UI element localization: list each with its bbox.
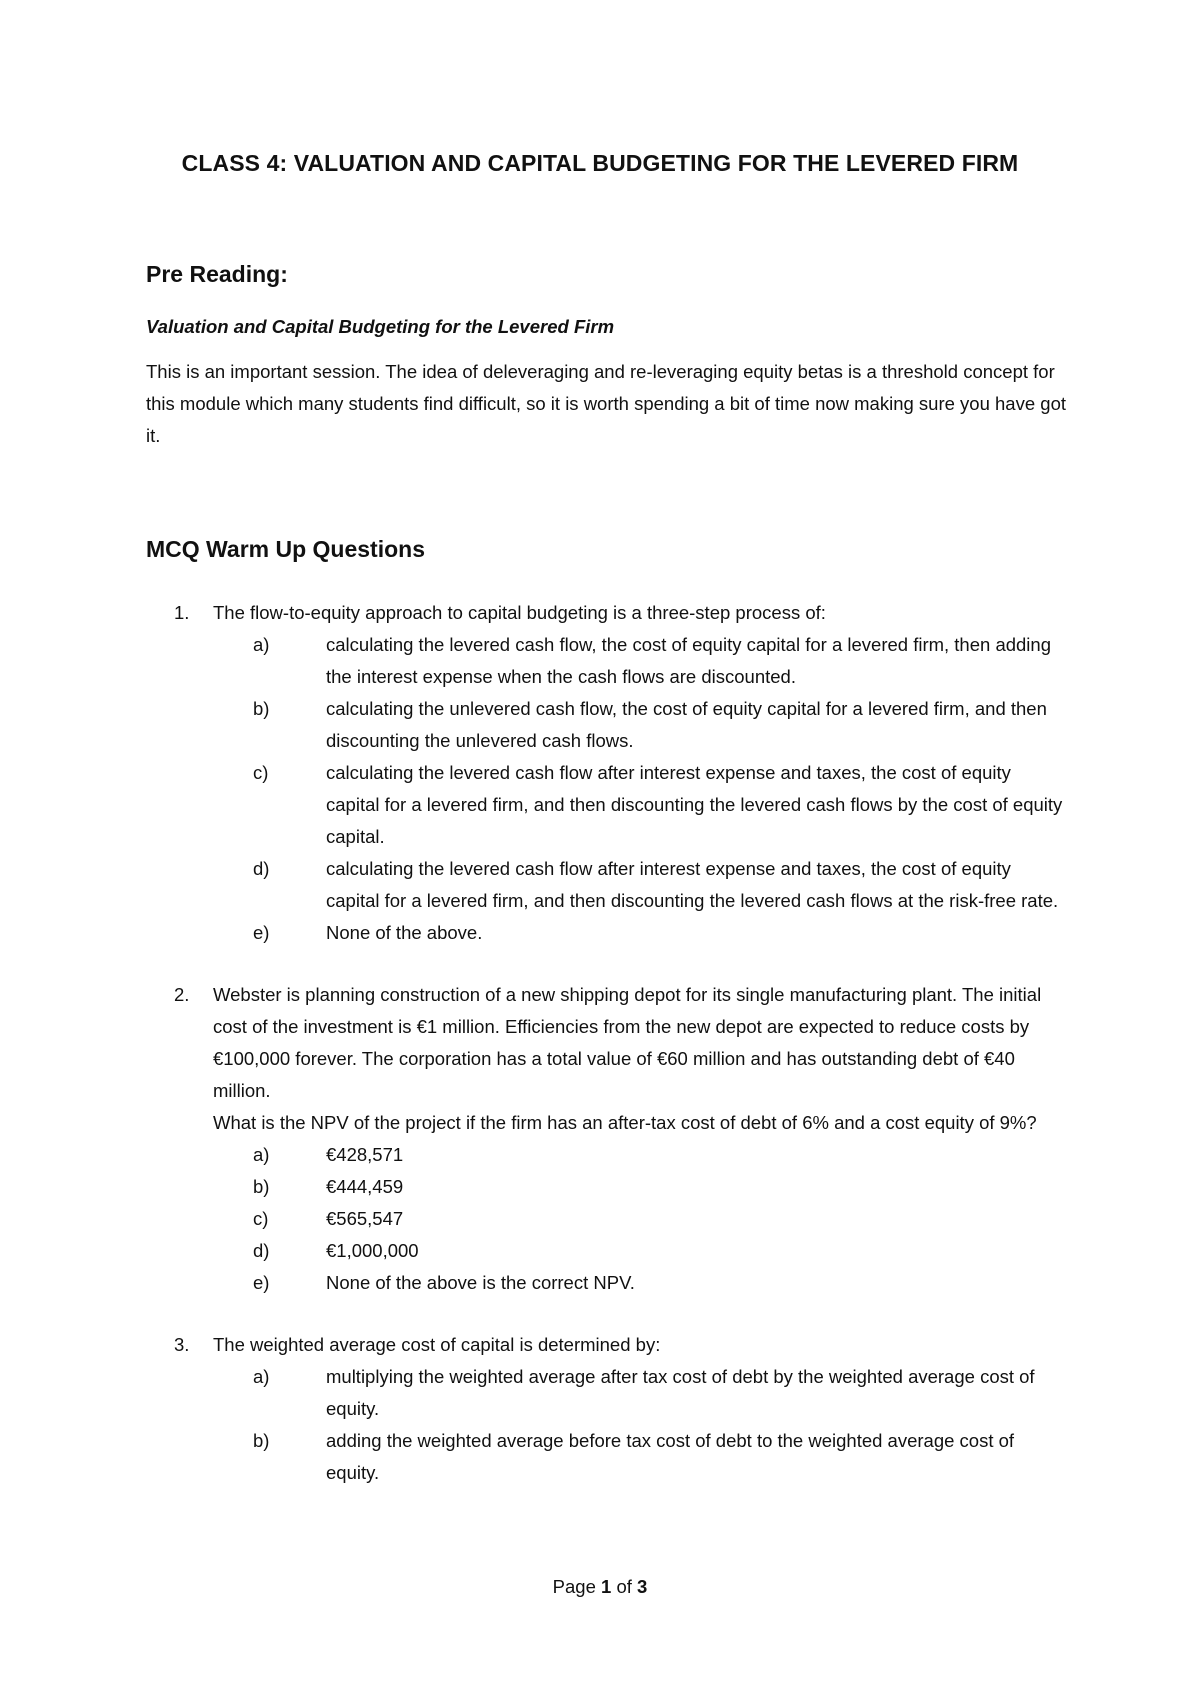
option-item	[146, 629, 1066, 693]
option-text: adding the weighted average before tax cost of debt to the weighted average cost of equity.	[326, 1430, 1015, 1483]
question-1	[146, 597, 1066, 949]
option-letter: d)	[253, 858, 270, 879]
question-paragraph: The weighted average cost of capital is determined by:	[213, 1334, 661, 1355]
current-page-number: 1	[601, 1576, 612, 1597]
total-pages-number: 3	[637, 1576, 648, 1597]
option-text: €565,547	[326, 1208, 404, 1229]
option-text: calculating the levered cash flow after interest expense and taxes, the cost of equity capital for a levered firm, and then discounting the levered cash flows at the risk-free rate.	[326, 858, 1059, 911]
option-item	[146, 757, 1066, 853]
question-number: 2.	[174, 984, 190, 1005]
question-stem	[146, 1329, 1066, 1361]
option-text: calculating the levered cash flow, the cost of equity capital for a levered firm, then adding the interest expense when the cash flows are discounted.	[326, 634, 1051, 687]
option-text: calculating the levered cash flow after interest expense and taxes, the cost of equity capital for a levered firm, and then discounting the levered cash flows by the cost of equity capital.	[326, 762, 1063, 847]
option-text: calculating the unlevered cash flow, the cost of equity capital for a levered firm, and then discounting the unlevered cash flows.	[326, 698, 1047, 751]
question-3	[146, 1329, 1066, 1489]
option-item	[146, 853, 1066, 917]
question-stem	[146, 597, 1066, 629]
question-list	[146, 597, 1066, 1489]
option-text: None of the above is the correct NPV.	[326, 1272, 635, 1293]
option-item	[146, 1425, 1066, 1489]
document-title: CLASS 4: VALUATION AND CAPITAL BUDGETING FOR THE LEVERED FIRM	[181, 150, 1019, 176]
option-item	[146, 917, 1066, 949]
option-text: None of the above.	[326, 922, 483, 943]
option-text: multiplying the weighted average after tax cost of debt by the weighted average cost of equity.	[326, 1366, 1035, 1419]
option-list	[146, 1361, 1066, 1489]
document-body	[146, 260, 1066, 1519]
option-item	[146, 1139, 1066, 1171]
question-text	[213, 979, 1066, 1139]
of-word: of	[616, 1576, 632, 1597]
pre-reading-subheading: Valuation and Capital Budgeting for the Levered Firm	[146, 316, 615, 337]
page-word: Page	[552, 1576, 596, 1597]
option-letter: e)	[253, 1272, 270, 1293]
pre-reading-heading: Pre Reading:	[146, 261, 288, 287]
option-item	[146, 1171, 1066, 1203]
question-paragraph: The flow-to-equity approach to capital budgeting is a three-step process of:	[213, 602, 826, 623]
question-2	[146, 979, 1066, 1299]
option-letter: b)	[253, 1430, 270, 1451]
page-footer	[0, 1576, 1200, 1598]
option-text: €428,571	[326, 1144, 404, 1165]
option-letter: b)	[253, 698, 270, 719]
option-item	[146, 1235, 1066, 1267]
option-letter: a)	[253, 1366, 270, 1387]
question-text	[213, 1329, 1066, 1361]
pre-reading-text: This is an important session. The idea of deleveraging and re-leveraging equity betas is a threshold concept for this module which many students find difficult, so it is worth spending a bit of time now making sure you have got it.	[146, 361, 1066, 446]
option-letter: a)	[253, 634, 270, 655]
question-text	[213, 597, 1066, 629]
option-item	[146, 1203, 1066, 1235]
option-text: €444,459	[326, 1176, 404, 1197]
option-letter: e)	[253, 922, 270, 943]
question-number: 3.	[174, 1334, 190, 1355]
option-item	[146, 693, 1066, 757]
option-letter: d)	[253, 1240, 270, 1261]
option-list	[146, 629, 1066, 949]
question-stem	[146, 979, 1066, 1139]
question-paragraph: Webster is planning construction of a new shipping depot for its single manufacturing plant. The initial cost of the investment is €1 million. Efficiencies from the new depot are expected to reduce costs by €100,000 forever. The corporation has a total value of €60 million and has outstanding debt of €40 million.	[213, 984, 1042, 1101]
option-list	[146, 1139, 1066, 1299]
option-letter: b)	[253, 1176, 270, 1197]
question-paragraph: What is the NPV of the project if the firm has an after-tax cost of debt of 6% and a cost equity of 9%?	[213, 1112, 1037, 1133]
option-text: €1,000,000	[326, 1240, 419, 1261]
option-item	[146, 1267, 1066, 1299]
question-number: 1.	[174, 602, 190, 623]
option-letter: a)	[253, 1144, 270, 1165]
mcq-heading: MCQ Warm Up Questions	[146, 536, 425, 562]
option-letter: c)	[253, 762, 269, 783]
option-item	[146, 1361, 1066, 1425]
option-letter: c)	[253, 1208, 269, 1229]
